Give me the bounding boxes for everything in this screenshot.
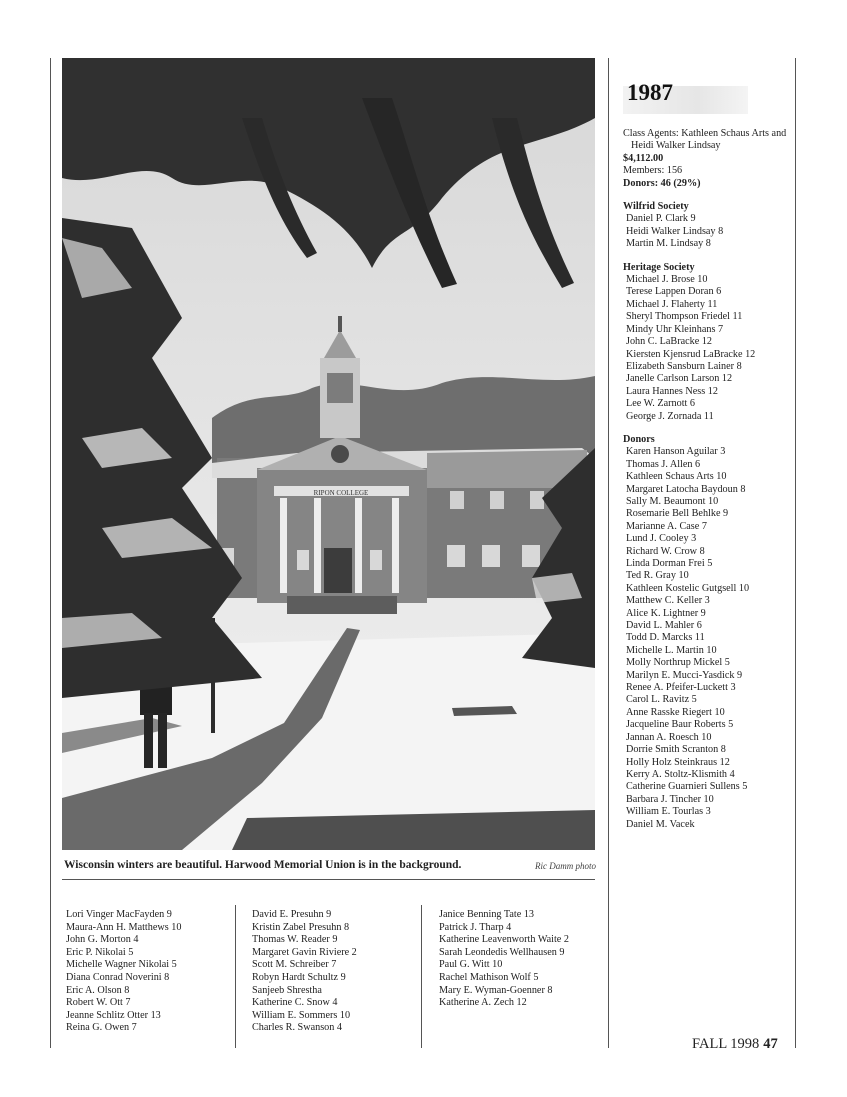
name-entry: Mary E. Wyman-Goenner 8	[439, 984, 553, 996]
campus-winter-photo	[62, 58, 595, 850]
page-number: 47	[763, 1036, 778, 1052]
bottom-column-rule-1	[235, 905, 236, 1048]
name-entry: John C. LaBracke 12	[626, 336, 713, 348]
name-entry: Eric P. Nikolai 5	[66, 946, 134, 958]
photo-caption-text: Wisconsin winters are beautiful. Harwood Memorial Union is in the background.	[64, 859, 462, 871]
name-entry: Janelle Carlson Larson 12	[626, 373, 733, 385]
name-entry: Holly Holz Steinkraus 12	[626, 756, 730, 768]
group-title-donors: Donors	[623, 433, 655, 445]
year-heading-box	[623, 80, 748, 114]
name-entry: Jacqueline Baur Roberts 5	[626, 719, 734, 731]
name-entry: Margaret Gavin Riviere 2	[252, 946, 357, 958]
name-entry: Lee W. Zarnott 6	[626, 398, 696, 410]
name-entry: Patrick J. Tharp 4	[439, 921, 512, 933]
name-entry: Martin M. Lindsay 8	[626, 238, 711, 250]
name-entry: Maura-Ann H. Matthews 10	[66, 921, 182, 933]
group-title-heritage: Heritage Society	[623, 261, 695, 273]
name-entry: Jeanne Schlitz Otter 13	[66, 1009, 161, 1021]
name-entry: John G. Morton 4	[66, 934, 139, 946]
name-entry: Mindy Uhr Kleinhans 7	[626, 323, 724, 335]
center-column-rule	[608, 58, 609, 1048]
right-edge-rule	[795, 58, 796, 1048]
class-year: 1987	[627, 80, 673, 105]
donors-list	[623, 446, 793, 831]
bottom-names-column-3	[439, 909, 604, 1010]
class-donors-summary: Donors: 46 (29%)	[623, 177, 701, 189]
name-entry: Robert W. Ott 7	[66, 997, 131, 1009]
bottom-names-column-2	[252, 909, 417, 1035]
name-entry: Diana Conrad Noverini 8	[66, 971, 170, 983]
name-entry: Sanjeeb Shrestha	[252, 984, 322, 996]
name-entry: Karen Hanson Aguilar 3	[626, 446, 726, 458]
name-entry: David L. Mahler 6	[626, 620, 702, 632]
name-entry: Lund J. Cooley 3	[626, 533, 697, 545]
class-members: Members: 156	[623, 165, 683, 177]
class-1987-section	[623, 80, 793, 831]
name-entry: Kerry A. Stoltz-Klismith 4	[626, 768, 735, 780]
name-entry: Todd D. Marcks 11	[626, 632, 705, 644]
building-sign: RIPON COLLEGE	[313, 489, 369, 497]
name-entry: Daniel P. Clark 9	[626, 213, 696, 225]
left-column-rule	[50, 58, 51, 1048]
name-entry: Michael J. Brose 10	[626, 274, 708, 286]
name-entry: Alice K. Lightner 9	[626, 607, 706, 619]
class-amount: $4,112.00	[623, 152, 664, 164]
name-entry: Robyn Hardt Schultz 9	[252, 971, 346, 983]
name-entry: Katherine Leavenworth Waite 2	[439, 934, 569, 946]
name-entry: Michael J. Flaherty 11	[626, 298, 718, 310]
name-entry: Terese Lappen Doran 6	[626, 286, 722, 298]
name-entry: David E. Presuhn 9	[252, 909, 332, 920]
name-entry: Paul G. Witt 10	[439, 959, 503, 971]
name-entry: Kathleen Schaus Arts 10	[626, 471, 727, 483]
page-footer	[692, 1036, 778, 1053]
name-entry: Laura Hannes Ness 12	[626, 385, 718, 397]
name-entry: Carol L. Ravitz 5	[626, 694, 697, 706]
issue-label: FALL 1998	[692, 1036, 760, 1052]
caption-rule	[62, 879, 595, 880]
name-entry: Molly Northrup Mickel 5	[626, 657, 730, 669]
bottom-column-rule-2	[421, 905, 422, 1048]
name-entry: Michelle Wagner Nikolai 5	[66, 959, 177, 971]
photo-caption	[64, 859, 596, 871]
name-entry: Daniel M. Vacek	[626, 818, 695, 830]
name-entry: Michelle L. Martin 10	[626, 644, 717, 656]
name-entry: Lori Vinger MacFayden 9	[66, 909, 172, 920]
wilfrid-society-list	[623, 213, 793, 250]
name-entry: Eric A. Olson 8	[66, 984, 130, 996]
name-entry: Charles R. Swanson 4	[252, 1022, 342, 1034]
name-entry: Elizabeth Sansburn Lainer 8	[626, 360, 742, 372]
name-entry: George J. Zornada 11	[626, 410, 714, 422]
name-entry: Barbara J. Tincher 10	[626, 793, 714, 805]
name-entry: Janice Benning Tate 13	[439, 909, 535, 920]
name-entry: Sheryl Thompson Friedel 11	[626, 311, 743, 323]
name-entry: Kathleen Kostelic Gutgsell 10	[626, 582, 750, 594]
name-entry: Rosemarie Bell Behlke 9	[626, 508, 729, 520]
name-entry: Dorrie Smith Scranton 8	[626, 744, 726, 756]
group-title-wilfrid: Wilfrid Society	[623, 201, 689, 213]
heritage-society-list	[623, 274, 793, 423]
name-entry: Heidi Walker Lindsay 8	[626, 225, 724, 237]
photo-illustration	[62, 58, 595, 850]
name-entry: Reina G. Owen 7	[66, 1022, 137, 1034]
name-entry: Thomas J. Allen 6	[626, 458, 701, 470]
bottom-names-column-1	[66, 909, 231, 1035]
name-entry: Renee A. Pfeifer-Luckett 3	[626, 682, 736, 694]
name-entry: Katherine A. Zech 12	[439, 997, 527, 1009]
name-entry: Rachel Mathison Wolf 5	[439, 971, 539, 983]
name-entry: Katherine C. Snow 4	[252, 997, 338, 1009]
name-entry: Jannan A. Roesch 10	[626, 731, 712, 743]
name-entry: Richard W. Crow 8	[626, 545, 705, 557]
name-entry: William E. Sommers 10	[252, 1009, 351, 1021]
name-entry: Thomas W. Reader 9	[252, 934, 338, 946]
name-entry: William E. Tourlas 3	[626, 806, 711, 818]
name-entry: Linda Dorman Frei 5	[626, 558, 713, 569]
class-agents: Class Agents: Kathleen Schaus Arts and Heidi Walker Lindsay	[623, 128, 787, 152]
name-entry: Anne Rasske Riegert 10	[626, 706, 725, 718]
name-entry: Kristin Zabel Presuhn 8	[252, 921, 350, 933]
name-entry: Marilyn E. Mucci-Yasdick 9	[626, 669, 743, 681]
name-entry: Kiersten Kjensrud LaBracke 12	[626, 348, 756, 360]
name-entry: Scott M. Schreiber 7	[252, 959, 337, 971]
name-entry: Marianne A. Case 7	[626, 520, 707, 532]
name-entry: Catherine Guarnieri Sullens 5	[626, 781, 748, 793]
name-entry: Matthew C. Keller 3	[626, 595, 710, 607]
name-entry: Margaret Latocha Baydoun 8	[626, 483, 746, 495]
name-entry: Ted R. Gray 10	[626, 570, 689, 582]
name-entry: Sally M. Beaumont 10	[626, 495, 719, 507]
name-entry: Sarah Leondedis Wellhausen 9	[439, 946, 565, 958]
photo-credit: Ric Damm photo	[535, 861, 596, 871]
